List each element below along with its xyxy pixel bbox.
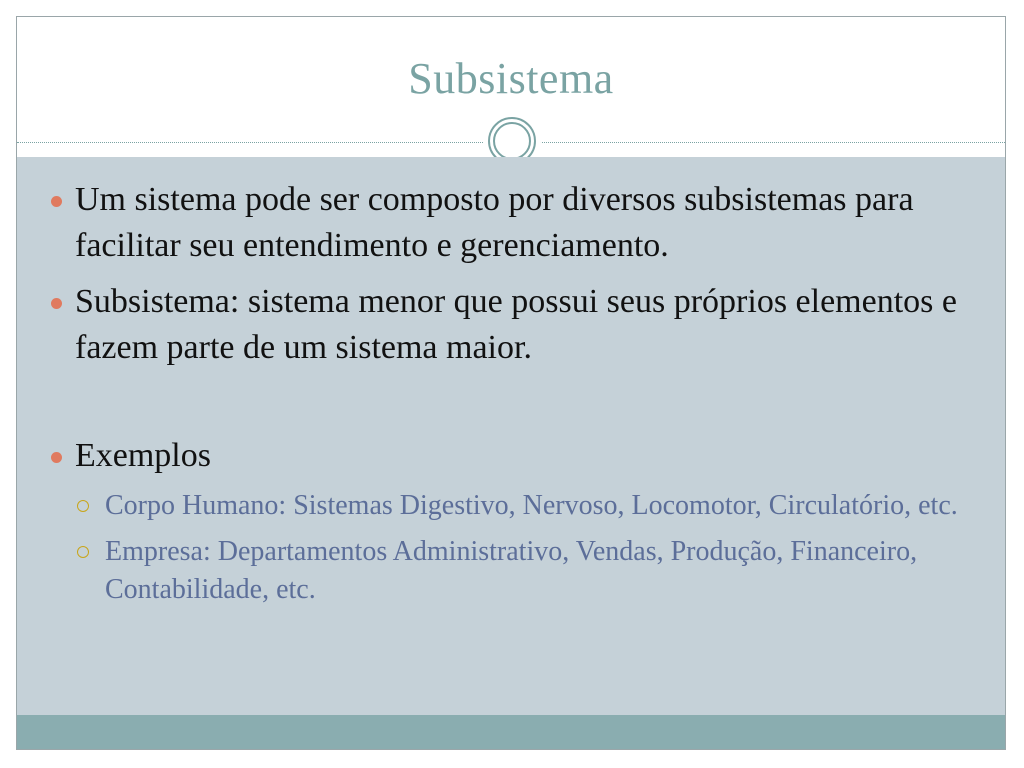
- inner-ring-icon: [493, 122, 531, 160]
- bullet-item: [51, 177, 981, 269]
- bullet-item: [51, 279, 981, 371]
- sub-bullet-text: Corpo Humano: Sistemas Digestivo, Nervoso, Locomotor, Circulatório, etc.: [105, 490, 958, 521]
- bullet-text: Subsistema: sistema menor que possui seus próprios elementos e fazem parte de um sistema maior.: [75, 283, 957, 366]
- filled-circle-bullet-icon: [51, 298, 62, 309]
- hollow-circle-bullet-icon: [77, 546, 89, 558]
- filled-circle-bullet-icon: [51, 452, 62, 463]
- bullet-text: Exemplos: [75, 437, 211, 474]
- slide-footer-band: [17, 715, 1005, 749]
- slide-title: Subsistema: [408, 54, 614, 103]
- sub-bullet-item: [75, 487, 981, 525]
- sub-bullet-text: Empresa: Departamentos Administrativo, Vendas, Produção, Financeiro, Contabilidade, etc.: [105, 536, 918, 605]
- bullet-list: [51, 177, 981, 619]
- sub-bullet-list: [75, 487, 981, 609]
- sub-bullet-item: [75, 533, 981, 609]
- presentation-slide: [16, 16, 1006, 750]
- filled-circle-bullet-icon: [51, 196, 62, 207]
- bullet-item: [51, 433, 981, 609]
- hollow-circle-bullet-icon: [77, 500, 89, 512]
- bullet-text: Um sistema pode ser composto por diversos subsistemas para facilitar seu entendimento e gerenciamento.: [75, 181, 914, 264]
